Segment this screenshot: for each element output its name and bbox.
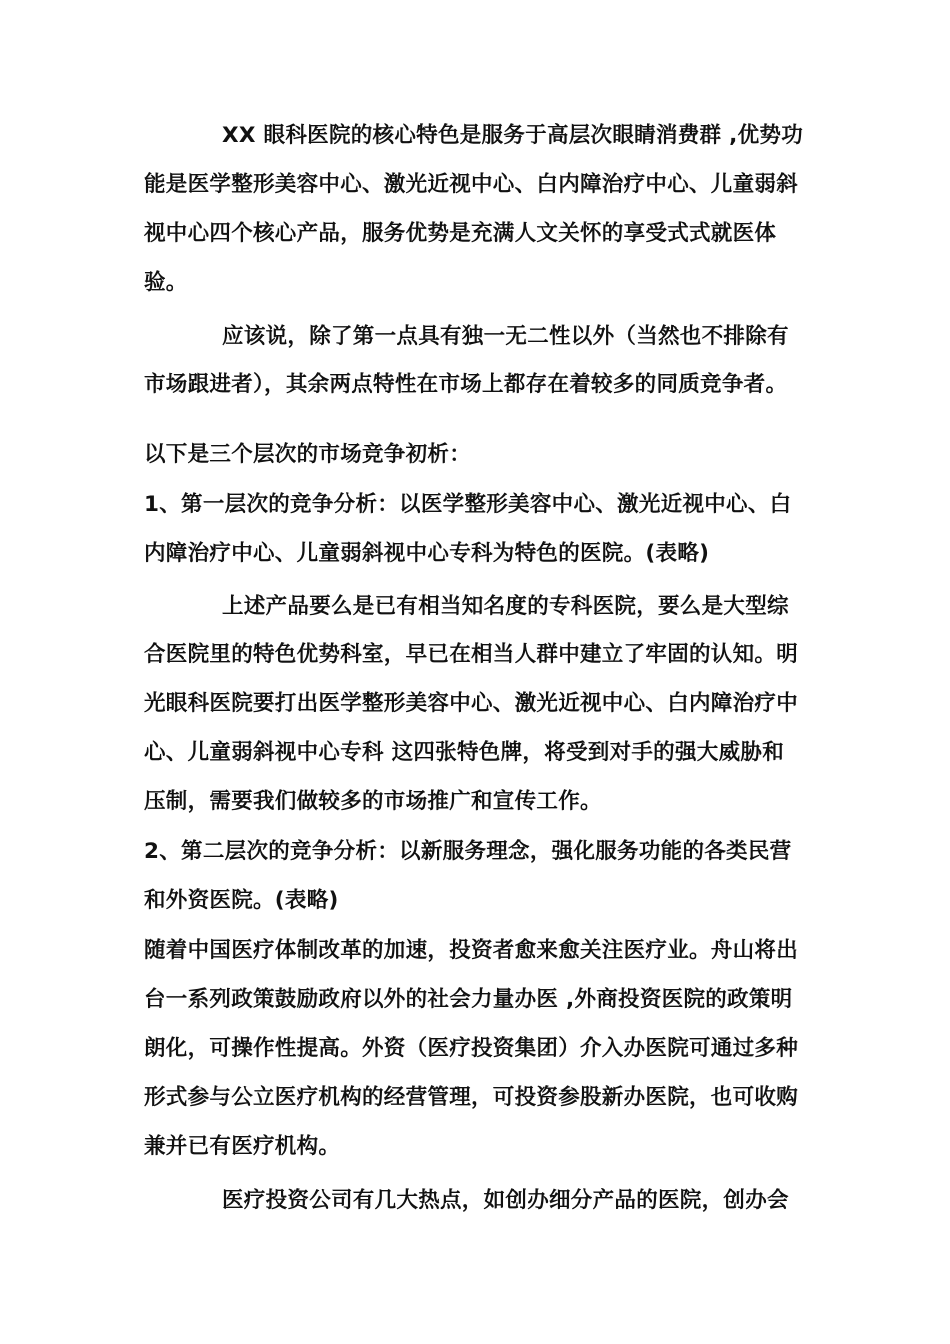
paragraph-4-line-4: 形式参与公立医疗机构的经营管理，可投资参股新办医院，也可收购	[144, 1085, 799, 1110]
analysis-2-line-2: 和外资医院。(表略)	[144, 888, 339, 913]
paragraph-5-line-1: 医疗投资公司有几大热点，如创办细分产品的医院，创办会	[222, 1188, 789, 1213]
paragraph-4-line-1: 随着中国医疗体制改革的加速，投资者愈来愈关注医疗业。舟山将出	[144, 938, 799, 963]
paragraph-4-line-5: 兼并已有医疗机构。	[144, 1134, 341, 1159]
paragraph-1-line-1: XX 眼科医院的核心特色是服务于高层次眼睛消费群 ,优势功	[222, 123, 803, 148]
analysis-2-line-1: 2、第二层次的竞争分析：以新服务理念，强化服务功能的各类民营	[144, 839, 792, 864]
paragraph-3-line-1: 上述产品要么是已有相当知名度的专科医院，要么是大型综	[222, 594, 789, 619]
paragraph-3-line-5: 压制，需要我们做较多的市场推广和宣传工作。	[144, 789, 602, 814]
analysis-1-line-1: 1、第一层次的竞争分析：以医学整形美容中心、激光近视中心、白	[144, 492, 792, 517]
paragraph-3-line-2: 合医院里的特色优势科室，早已在相当人群中建立了牢固的认知。明	[144, 642, 799, 667]
paragraph-4-line-3: 朗化，可操作性提高。外资（医疗投资集团）介入办医院可通过多种	[144, 1036, 799, 1061]
paragraph-1-line-2: 能是医学整形美容中心、激光近视中心、白内障治疗中心、儿童弱斜	[144, 172, 799, 197]
paragraph-3-line-4: 心、儿童弱斜视中心专科 这四张特色牌，将受到对手的强大威胁和	[144, 740, 784, 765]
paragraph-1-line-4: 验。	[144, 270, 188, 295]
paragraph-4-line-2: 台一系列政策鼓励政府以外的社会力量办医 ,外商投资医院的政策明	[144, 987, 793, 1012]
analysis-1-line-2: 内障治疗中心、儿童弱斜视中心专科为特色的医院。(表略)	[144, 541, 710, 566]
paragraph-2-line-2: 市场跟进者），其余两点特性在市场上都存在着较多的同质竞争者。	[144, 372, 788, 397]
section-intro-line: 以下是三个层次的市场竞争初析：	[144, 442, 472, 467]
paragraph-1-line-3: 视中心四个核心产品，服务优势是充满人文关怀的享受式式就医体	[144, 221, 777, 246]
paragraph-3-line-3: 光眼科医院要打出医学整形美容中心、激光近视中心、白内障治疗中	[144, 691, 799, 716]
paragraph-2-line-1: 应该说，除了第一点具有独一无二性以外（当然也不排除有	[222, 324, 789, 349]
